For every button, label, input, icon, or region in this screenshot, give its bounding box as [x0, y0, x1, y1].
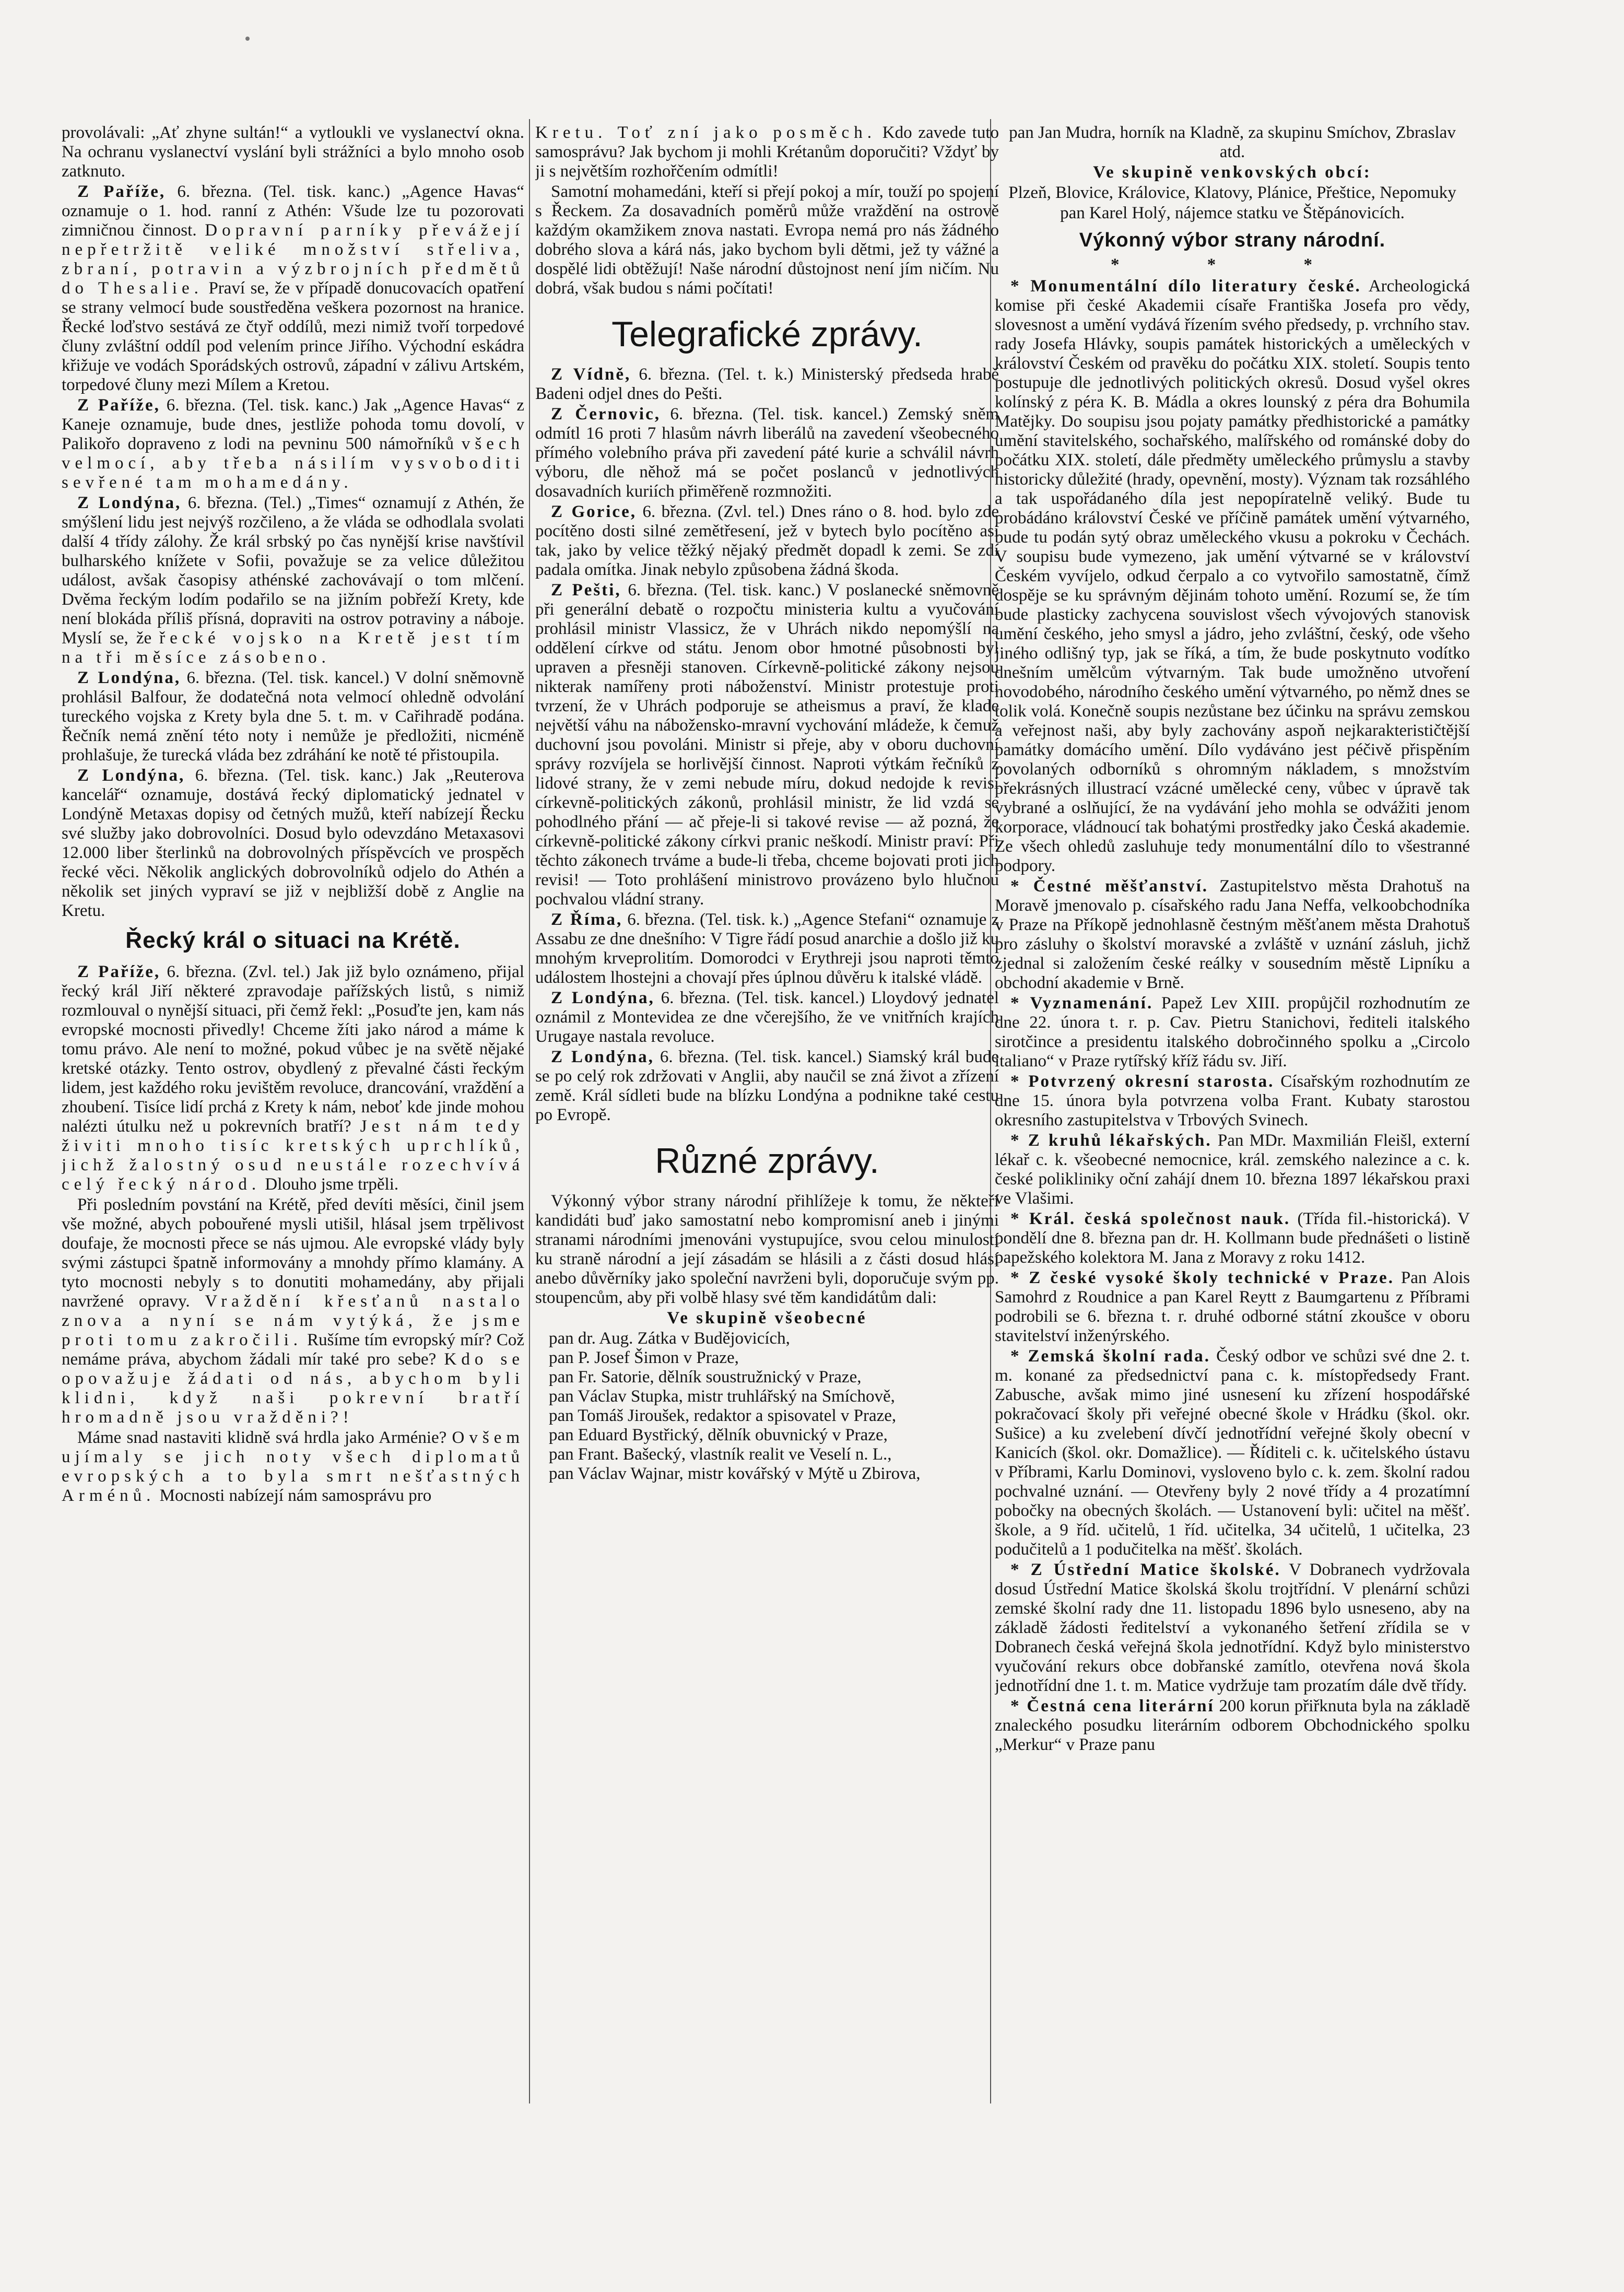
news-item: * Potvrzený okresní starosta. Císařským rozhodnutím ze dne 15. února byla potvrzena volba Frant. Kubaty starostou okresního zastupitelstva v Trbových Svinech. — [995, 1072, 1470, 1130]
section-heading: Řecký král o situaci na Krétě. — [125, 927, 461, 953]
dateline: Z Gorice, — [551, 502, 637, 521]
column-1 — [62, 123, 524, 2144]
subheading: Ve skupině všeobecné — [667, 1309, 867, 1327]
list-item: pan Karel Holý, nájemce statku ve Štěpánovicích. — [1060, 204, 1405, 222]
item-title: * Monumentální dílo literatury české. — [1010, 277, 1361, 296]
item-title: * Z české vysoké školy technické v Praze. — [1010, 1268, 1394, 1287]
list-item: pan Tomáš Jiroušek, redaktor a spisovatel v Praze, — [549, 1406, 897, 1425]
dateline: Z Londýna, — [551, 1048, 654, 1066]
dateline: Z Říma, — [551, 910, 623, 929]
item-title: * Z kruhů lékařských. — [1010, 1131, 1212, 1150]
signature: Výkonný výbor strany národní. — [1079, 229, 1386, 251]
article-text: Máme snad nastaviti klidně svá hrdla jako Arménie? Ovšem ujímaly se jich noty všech diplomatů evropských a to byla smrt nešťastných Arménů. Mocnosti nabízejí nám samosprávu pro — [62, 1428, 524, 1505]
article-text: provolávali: „Ať zhyne sultán!“ a vytloukli ve vyslanectví okna. Na ochranu vyslanectví vyslání byli strážníci a bylo mnoho osob zatknuto. — [62, 123, 524, 181]
telegram-item: Z Pešti, 6. března. (Tel. tisk. kanc.) V poslanecké sněmovně při generální debatě o rozpočtu ministeria kultu a vyučování prohlásil ministr Vlassicz, že v Uhrách nikdo nepomýšlí na oddělení církve od státu. Jenom obor hmotné působnosti byl upraven a přesněji stanoven. Církevně-politické zákony nejsou nikterak namířeny proti náboženství. Ministr protestuje proti tvrzení, že v Uhrách podporuje se atheismus a praví, že klade největší váhu na nábožensko-mravní vychování mládeže, k čemuž duchovní jsou povoláni. Ministr si přeje, aby v oboru duchovní správy rozvíjela se horlivější činnost. Naproti výtkám řečníků z lidové strany, že v zemi nebude míru, dokud nedojde k revisi církevně-politických zákonů, prohlásil ministr, že lid vzdá se pohodlného přání — ač přeje-li si takové revise — až pozná, že církevně-politické zákony církvi pranic neškodí. Ministr praví: Při těchto zákonech trváme a bude-li třeba, chceme bojovati proti jich revisi! — Toto prohlášení ministrovo provázeno bylo hlučnou pochvalou vládní strany. — [535, 581, 999, 909]
article-text: Při posledním povstání na Krétě, před devíti měsíci, činil jsem vše možné, abych pobouřené mysli utišil, hlásal jsem trpělivost doufaje, že mocnosti přece se nás ujmou. Ale evropské vlády byly svými zástupci špatně informovány a mnohdy přímo klamány. A tyto mocnosti nebyly s to donutiti mohamedány, aby přijali navržené opravy. Vraždění křesťanů nastalo znova a nyní se nám vytýká, že jsme proti tomu zakročili. Rušíme tím evropský mír? Což nemáme práva, abychom žádali mír také pro sebe? Kdo se opovažuje žádati od nás, abychom byli klidni, když naši pokrevní bratří hromadně jsou vražděni?! — [62, 1195, 524, 1427]
list-item: pan P. Josef Šimon v Praze, — [549, 1348, 739, 1367]
news-item: Z Paříže, 6. března. (Tel. tisk. kanc.) „Agence Havas“ oznamuje o 1. hod. ranní z Athén: Všude lze tu pozorovati zimničnou činnost. Dopravní parníky převážejí nepřetržitě veliké množství střeliva, zbraní, potravin a výzbrojních předmětů do Thesalie. Praví se, že v případě donucovacích opatření se strany velmocí bude soustředěna veškera pozornost na hranice. Řecké loďstvo sestává ze čtyř oddílů, mezi nimiž tvoří torpedové čluny zvláštní oddíl pod velením prince Jiřího. Východní eskádra křižuje ve vodách Sporádských ostrovů, západní v zálivu Artském, torpedové čluny mezi Mílem a Kretou. — [62, 182, 524, 394]
item-title: * Vyznamenání. — [1010, 994, 1154, 1013]
article-text: Výkonný výbor strany národní přihlížeje k tomu, že někteří kandidáti buď jako samostatní nebo kompromisní aneb i jinými stranami národními jmenováni vystupujíce, svou celou minulostí ku straně národní a její zásadám se hlásili a z části dosud hlásí anebo důvěrníky jako společní navrženi byli, doporučuje svým pp. stoupencům, aby při volbě hlasy své těm kandidátům dali: — [535, 1192, 999, 1307]
list-item: pan Václav Wajnar, mistr kovářský v Mýtě u Zbirova, — [549, 1464, 921, 1483]
dateline: Z Londýna, — [77, 766, 185, 785]
telegram-item: Z Gorice, 6. března. (Zvl. tel.) Dnes ráno o 8. hod. bylo zde pocítěno dosti silné zemětřesení, jež v bytech bylo pocítěno asi tak, jako by velice těžký nějaký předmět dopadl k zemi. Se zdí padala omítka. Jinak nebylo způsobena žádná škoda. — [535, 502, 999, 579]
dateline: Z Paříže, — [77, 396, 160, 415]
separator-stars: * * * — [1111, 255, 1354, 274]
section-heading-various: Různé zprávy. — [655, 1141, 879, 1181]
news-item: * Zemská školní rada. Český odbor ve schůzi své dne 2. t. m. konané za předsednictví pana c. k. místopředsedy Frant. Zabusche, avšak mimo jiné usnesení ku zřízení hospodářské pokračovací školy při veřejné obecné škole v Hrádku (škol. okr. Sušice) a ku zvelebení dívčí jednotřídní veřejné školy obecní v Kanicích (škol. okr. Domažlice). — Říditeli c. k. učitelského ústavu v Příbrami, Karlu Dominovi, vysloveno bylo c. k. zem. školní radou pochvalné uznání. — Otevřeny byly 2 nové třídy a 4 prozatímní pobočky na obecných školách. — Ustanovení byli: učitel na měšť. škole, a 9 říd. učitelů, 1 říd. učitelka, 34 učitelů, 1 učitelka, 23 podučitelů a 1 podučitelka na měšť. školách. — [995, 1347, 1470, 1559]
telegram-item: Z Londýna, 6. března. (Tel. tisk. kancel.) Lloydový jednatel oznámil z Montevidea ze dne včerejšího, že ve vnitřních krajích Urugaye nastala revoluce. — [535, 989, 999, 1046]
telegram-item: Z Vídně, 6. března. (Tel. t. k.) Ministerský předseda hrabě Badeni odjel dnes do Pešti. — [535, 365, 999, 403]
item-title: * Čestná cena literární — [1010, 1697, 1215, 1715]
item-title: * Čestné měšťanství. — [1010, 877, 1209, 896]
list-item: pan Fr. Satorie, dělník soustružnický v Praze, — [549, 1368, 862, 1386]
telegram-item: Z Londýna, 6. března. (Tel. tisk. kancel.) Siamský král bude se po celý rok zdržovati v Anglii, aby naučil se zná život a zřízení země. Král sídleti bude na blízku Londýna a podnikne také cestu po Evropě. — [535, 1048, 999, 1124]
list-item: pan Eduard Bystřický, dělník obuvnický v Praze, — [549, 1426, 888, 1444]
subheading: Ve skupině venkovských obcí: — [1093, 163, 1372, 182]
dateline: Z Černovic, — [551, 405, 661, 424]
list-item: Plzeň, Blovice, Královice, Klatovy, Plánice, Přeštice, Nepomuky — [1008, 183, 1456, 202]
item-title: * Z Ústřední Matice školské. — [1010, 1560, 1281, 1579]
article-text: Samotní mohamedáni, kteří si přejí pokoj a mír, touží po spojení s Řeckem. Za dosavadních poměrů může vraždění na ostrově každým okamžikem znova nastati. Evropa nemá pro nás žádného dobrého slova a kárá nás, jako bychom byli dětmi, jež ty vážné a dospělé lidi obtěžují! Naše národní důstojnost není jím ničím. Nu dobrá, však budou s námi počítati! — [535, 182, 999, 298]
item-title: * Potvrzený okresní starosta. — [1010, 1072, 1275, 1091]
news-item: * Čestné měšťanství. Zastupitelstvo města Drahotuš na Moravě jmenovalo p. císařského radu Jana Neffa, velkoobchodníka v Praze na Příkopě jednohlasně čestným měšťanem města Drahotuš pro zásluhy o školství moravské a zvláště v uznání zásluh, jichž zjednal si založením české reálky v sousedním městě Lipníku a obchodní akademie v Brně. — [995, 877, 1470, 992]
article-text: Kretu. Toť zní jako posměch. Kdo zavede tuto samosprávu? Jak bychom ji mohli Krétanům doporučiti? Vždyť by ji s největším rozhořčením odmítli! — [535, 123, 999, 181]
list-item: pan Jan Mudra, horník na Kladně, za skupinu Smíchov, Zbraslav atd. — [1009, 123, 1456, 161]
column-2 — [535, 123, 999, 2144]
dateline: Z Vídně, — [551, 365, 631, 384]
news-item: * Čestná cena literární 200 korun přiřknuta byla na základě znaleckého posudku literárním odborem Obchodnického spolku „Merkur“ v Praze panu — [995, 1697, 1470, 1754]
list-item: pan dr. Aug. Zátka v Budějovicích, — [549, 1329, 790, 1348]
scan-speck — [245, 37, 250, 41]
news-item: * Z Ústřední Matice školské. V Dobranech vydržovala dosud Ústřední Matice školská školu trojtřídní. V plenární schůzi zemské školní rady dne 11. listopadu 1896 bylo usneseno, aby na základě žádosti ředitelství a vykonaného šetření zřídila se v Dobranech česká veřejná škola jednotřídní. Když bylo ministerstvo vyučování rekurs obce dobřanské zamítlo, otevřena nová škola jednotřídní dne 1. t. m. Matice vydržuje tam prozatím dále dvě třídy. — [995, 1560, 1470, 1695]
news-item: * Král. česká společnost nauk. (Třída fil.-historická). V pondělí dne 8. března pan dr. H. Kollmann bude přednášeti o listině papežského kolektora M. Jana z Moravy z roku 1412. — [995, 1209, 1470, 1267]
news-item: Z Paříže, 6. března. (Zvl. tel.) Jak již bylo oznámeno, přijal řecký král Jiří některé zpravodaje pařížských listů, s nimiž rozmlouval o nynější situaci, při čemž řekl: „Posuďte jen, kam nás evropské mocnosti přivedly! Chceme žíti jako národ a máme k tomu právo. Ale není to možné, pokud vůbec je na světě nějaké kretské otázky. Tento ostrov, obydlený z převalné části řeckým lidem, jest každého roku jevištěm revoluce, drancování, vraždění a zhoubení. Tisíce lidí prchá z Krety k nám, neboť kde jinde mohou nalézti útulku než u pokrevních bratří? Jest nám tedy živiti mnoho tisíc kretských uprchlíků, jichž žalostný osud neustále rozechvívá celý řecký národ. Dlouho jsme trpěli. — [62, 962, 524, 1194]
news-item: Z Londýna, 6. března. (Tel. tisk. kancel.) V dolní sněmovně prohlásil Balfour, že dodatečná nota velmocí ohledně odvolání tureckého vojska z Krety byla dne 5. t. m. v Cařihradě podána. Řečník nemá znění této noty i nemůže je předložiti, nicméně prohlašuje, že turecká vláda bez zdráhání ke notě té přistoupila. — [62, 668, 524, 765]
section-heading-telegrams: Telegrafické zprávy. — [611, 314, 923, 354]
item-title: * Král. česká společnost nauk. — [1010, 1209, 1291, 1228]
news-item: Z Londýna, 6. března. (Tel.) „Times“ oznamují z Athén, že smýšlení lidu jest nejvýš rozčileno, a že vláda se odhodlala svolati další 4 třídy zálohy. Že král srbský po čas nynější krise navštívil bulharského knížete v Sofii, považuje se za velice důležitou událost, avšak časopisy athénské zachovávají o tom mlčení. Dvěma řeckým lodím podařilo se na jižním pobřeží Krety, kde není blokáda příliš přísná, dopraviti na ostrov potraviny a náboje. Myslí se, že řecké vojsko na Kretě jest tím na tři měsíce zásobeno. — [62, 493, 524, 667]
dateline: Z Paříže, — [77, 182, 166, 201]
dateline: Z Paříže, — [77, 962, 161, 981]
list-item: pan Václav Stupka, mistr truhlářský na Smíchově, — [549, 1387, 895, 1406]
news-item: Z Paříže, 6. března. (Tel. tisk. kanc.) Jak „Agence Havas“ z Kaneje oznamuje, bude dnes, jestliže pohoda tomu dovolí, v Palikořo dopraveno z lodi na pevninu 500 námořníků všech velmocí, aby třeba násilím vysvoboditi sevřené tam mohamedány. — [62, 396, 524, 492]
dateline: Z Londýna, — [77, 668, 181, 687]
news-item: * Z české vysoké školy technické v Praze. Pan Alois Samohrd z Roudnice a pan Karel Reytt z Baumgartenu z Příbrami podrobili se 6. března t. r. druhé odborné státní zkoušce v oboru stavitelství inženýrského. — [995, 1268, 1470, 1345]
telegram-item: Z Říma, 6. března. (Tel. tisk. k.) „Agence Stefani“ oznamuje z Assabu ze dne dnešního: V Tigre řádí posud anarchie a došlo již ku mnohým krveprolitím. Domorodci v Erythreji jsou naproti těmto událostem lhostejni a chovají přes úplnou důvěru k italské vládě. — [535, 910, 999, 987]
dateline: Z Pešti, — [551, 581, 621, 600]
telegram-item: Z Černovic, 6. března. (Tel. tisk. kancel.) Zemský sněm odmítl 16 proti 7 hlasům návrh liberálů na zavedení všeobecného přímého volebního práva při zavedení páté kurie a schválil návrh výboru, dle něhož má se počet poslanců v jednotlivých dosavadních kuriích přiměřeně rozmnožiti. — [535, 405, 999, 501]
column-3 — [995, 123, 1470, 2144]
item-title: * Zemská školní rada. — [1010, 1347, 1211, 1366]
column-rule-1 — [529, 119, 530, 2103]
dateline: Z Londýna, — [77, 493, 182, 512]
news-item: Z Londýna, 6. března. (Tel. tisk. kanc.) Jak „Reuterova kancelář“ oznamuje, dostává řecký diplomatický jednatel v Londýně Metaxas dopisy od četných mužů, kteří nabízejí Řecku své služby jako dobrovolníci. Dosud bylo odevzdáno Metaxasovi 12.000 liber šterlinků na dobrovolných příspěvcích ve prospěch řecké věci. Několik anglických dobrovolníků odjelo do Athén a několik set jiných vypraví se již v nejbližší době z Anglie na Kretu. — [62, 766, 524, 920]
news-item: * Monumentální dílo literatury české. Archeologická komise při české Akademii císaře Františka Josefa pro vědy, slovesnost a umění vydává řízením svého předsedy, p. vrchního stav. rady Josefa Hlávky, soupis památek historických a uměleckých v království Českém od pravěku do počátku XIX. století. Soupis tento postupuje dle jednotlivých politických okresů. Dosud vyšel okres kolínský z péra K. B. Mádla a okres lounský z péra dra Bohumila Matějky. Do soupisu jsou pojaty památky předhistorické a památky umění stavitelského, sochařského, malířského od románské doby do počátku XIX. století, dále předměty uměleckého průmyslu a stavby historicky důležité (hrady, opevnění, mosty). Význam tak rozsáhlého a tak uspořádaného díla jest nepopíratelně veliký. Bude tu probádáno království České ve příčině památek umění výtvarného, bude tu podán sytý obraz uměleckého vkusu a pokroku v Čechách. V soupisu bude vymezeno, jak umění výtvarné se v království Českém vyvíjelo, odkud čerpalo a co vytvořilo samostatně, čímž dospěje se ku správným dějinám tohoto umění. Rozumí se, že tím bude plasticky zachycena souvislost všech vývojových stanovisk umění českého, jeho smysl a jádro, jeho zvláštní, český, ode všeho jiného odlišný typ, jak se říká, a tím, že bude poskytnuto vodítko dnešním umělcům výtvarným. Tak bude umožněno utvoření novodobého, národního českého umění výtvarného, po němž dnes se tolik volá. Konečně soupis nezůstane bez účinku na správu zemskou a veřejnost naši, aby byly zachovány aspoň nejkarakterističtější památky domácího umění. Dílo vydáváno jest péčivě přispěním povolaných odborníků s ohromným nákladem, s množstvím překrásných illustrací vzácné umělecké ceny, vůbec v úpravě tak vybrané a oslňující, že na vydávání jeho mohla se odvážiti jenom korporace, vládnoucí tak bohatými prostředky jako Česká akademie. Ze všech ohledů zasluhuje tedy monumentální dílo to všestranné podpory. — [995, 277, 1470, 875]
candidate-list — [535, 1329, 999, 1484]
list-item: pan Frant. Bašecký, vlastník realit ve Veselí n. L., — [549, 1445, 892, 1464]
dateline: Z Londýna, — [551, 989, 655, 1007]
news-item: * Vyznamenání. Papež Lev XIII. propůjčil rozhodnutím ze dne 22. února t. r. p. Cav. Pietru Stanichovi, řediteli italského sirotčince a presidentu italského dobročinného spolku a „Circolo italiano“ v Praze rytířský kříž řádu sv. Jiří. — [995, 994, 1470, 1071]
news-item: * Z kruhů lékařských. Pan MDr. Maxmilián Fleišl, externí lékař c. k. všeobecné nemocnice, král. zemského nalezince a c. k. české polikliniky oční zahájí dnem 10. března 1897 lékařskou praxi ve Vlašimi. — [995, 1131, 1470, 1208]
